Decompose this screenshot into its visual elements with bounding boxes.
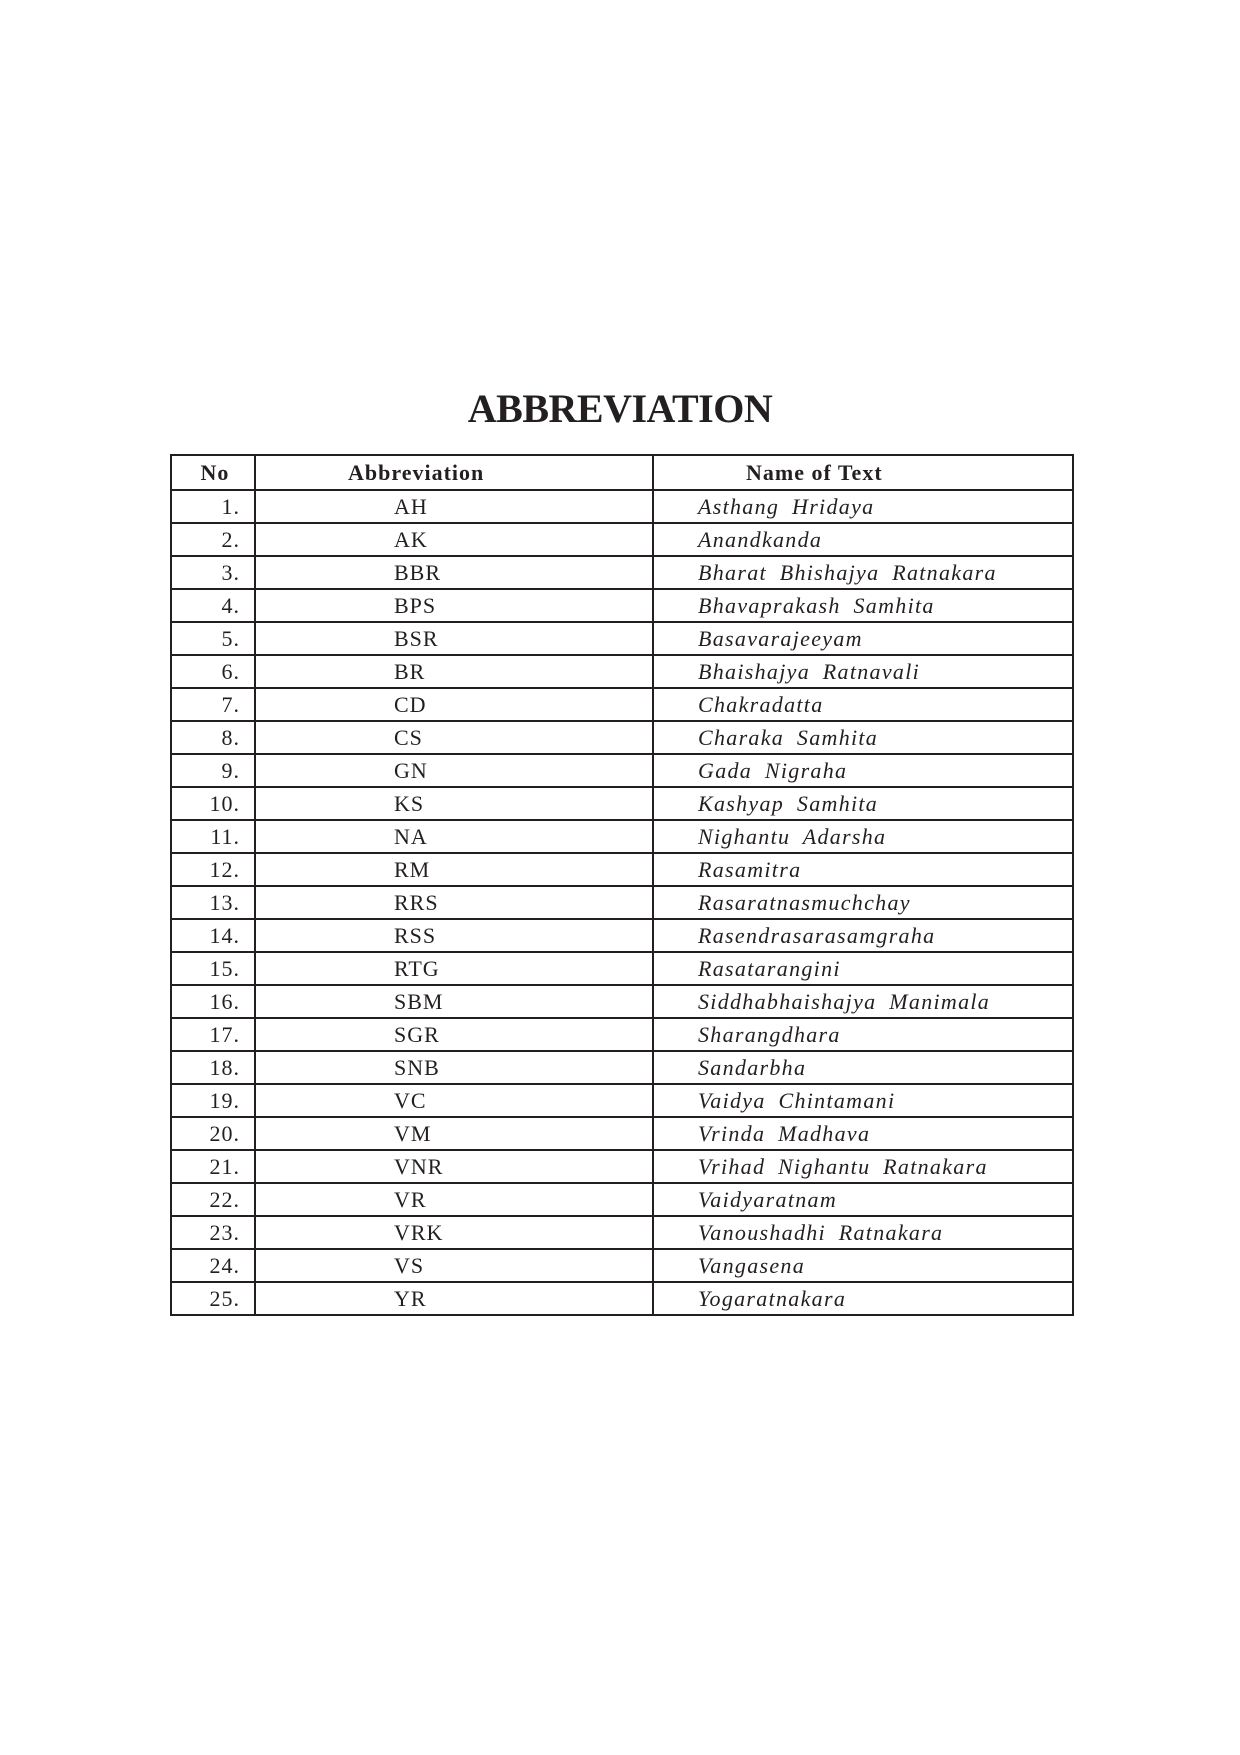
page-title: ABBREVIATION	[467, 386, 773, 431]
row-text-name: Rasendrasarasamgraha	[653, 919, 1073, 952]
row-abbreviation: SGR	[255, 1018, 653, 1051]
row-number: 1.	[171, 490, 255, 523]
row-number: 14.	[171, 919, 255, 952]
table-row	[171, 1051, 1073, 1084]
table-row	[171, 919, 1073, 952]
row-text-name: Vaidya Chintamani	[653, 1084, 1073, 1117]
table-body	[171, 490, 1073, 1315]
table-row	[171, 952, 1073, 985]
table-row	[171, 1150, 1073, 1183]
row-abbreviation: KS	[255, 787, 653, 820]
table-row	[171, 820, 1073, 853]
row-number: 6.	[171, 655, 255, 688]
row-number: 12.	[171, 853, 255, 886]
row-abbreviation: SBM	[255, 985, 653, 1018]
table-row	[171, 1084, 1073, 1117]
row-number: 17.	[171, 1018, 255, 1051]
table-row	[171, 622, 1073, 655]
row-abbreviation: RM	[255, 853, 653, 886]
row-text-name: Yogaratnakara	[653, 1282, 1073, 1315]
table-row	[171, 1282, 1073, 1315]
table-row	[171, 523, 1073, 556]
row-text-name: Vrinda Madhava	[653, 1117, 1073, 1150]
row-number: 3.	[171, 556, 255, 589]
row-abbreviation: BPS	[255, 589, 653, 622]
table-row	[171, 1117, 1073, 1150]
table-row	[171, 886, 1073, 919]
row-text-name: Bhaishajya Ratnavali	[653, 655, 1073, 688]
row-number: 5.	[171, 622, 255, 655]
row-number: 8.	[171, 721, 255, 754]
row-text-name: Anandkanda	[653, 523, 1073, 556]
table-row	[171, 1249, 1073, 1282]
row-text-name: Rasamitra	[653, 853, 1073, 886]
row-number: 10.	[171, 787, 255, 820]
row-text-name: Kashyap Samhita	[653, 787, 1073, 820]
row-abbreviation: VC	[255, 1084, 653, 1117]
row-number: 13.	[171, 886, 255, 919]
table-row	[171, 1216, 1073, 1249]
row-text-name: Siddhabhaishajya Manimala	[653, 985, 1073, 1018]
table-row	[171, 1183, 1073, 1216]
row-number: 16.	[171, 985, 255, 1018]
abbreviation-table	[170, 454, 1074, 1316]
row-text-name: Charaka Samhita	[653, 721, 1073, 754]
row-abbreviation: BSR	[255, 622, 653, 655]
row-text-name: Bhavaprakash Samhita	[653, 589, 1073, 622]
row-abbreviation: RTG	[255, 952, 653, 985]
table-row	[171, 655, 1073, 688]
row-abbreviation: SNB	[255, 1051, 653, 1084]
row-text-name: Asthang Hridaya	[653, 490, 1073, 523]
row-number: 18.	[171, 1051, 255, 1084]
table-row	[171, 688, 1073, 721]
row-number: 15.	[171, 952, 255, 985]
row-number: 20.	[171, 1117, 255, 1150]
row-number: 24.	[171, 1249, 255, 1282]
row-text-name: Sharangdhara	[653, 1018, 1073, 1051]
row-text-name: Sandarbha	[653, 1051, 1073, 1084]
row-text-name: Vrihad Nighantu Ratnakara	[653, 1150, 1073, 1183]
table-row	[171, 1018, 1073, 1051]
row-abbreviation: AK	[255, 523, 653, 556]
table-row	[171, 853, 1073, 886]
row-text-name: Bharat Bhishajya Ratnakara	[653, 556, 1073, 589]
row-number: 23.	[171, 1216, 255, 1249]
header-abbreviation: Abbreviation	[255, 455, 653, 490]
row-abbreviation: NA	[255, 820, 653, 853]
header-no: No	[171, 455, 255, 490]
row-number: 2.	[171, 523, 255, 556]
row-abbreviation: VRK	[255, 1216, 653, 1249]
row-abbreviation: YR	[255, 1282, 653, 1315]
row-text-name: Basavarajeeyam	[653, 622, 1073, 655]
row-abbreviation: RSS	[255, 919, 653, 952]
row-abbreviation: VR	[255, 1183, 653, 1216]
row-text-name: Nighantu Adarsha	[653, 820, 1073, 853]
row-abbreviation: RRS	[255, 886, 653, 919]
row-text-name: Vaidyaratnam	[653, 1183, 1073, 1216]
row-number: 22.	[171, 1183, 255, 1216]
row-number: 4.	[171, 589, 255, 622]
row-abbreviation: BBR	[255, 556, 653, 589]
table-row	[171, 721, 1073, 754]
table-row	[171, 556, 1073, 589]
header-name-of-text: Name of Text	[653, 455, 1073, 490]
row-text-name: Vangasena	[653, 1249, 1073, 1282]
table-row	[171, 490, 1073, 523]
row-text-name: Rasaratnasmuchchay	[653, 886, 1073, 919]
row-number: 9.	[171, 754, 255, 787]
row-number: 25.	[171, 1282, 255, 1315]
row-abbreviation: VS	[255, 1249, 653, 1282]
row-number: 7.	[171, 688, 255, 721]
row-abbreviation: BR	[255, 655, 653, 688]
row-text-name: Chakradatta	[653, 688, 1073, 721]
row-text-name: Rasatarangini	[653, 952, 1073, 985]
row-abbreviation: AH	[255, 490, 653, 523]
table-row	[171, 754, 1073, 787]
row-abbreviation: VNR	[255, 1150, 653, 1183]
row-abbreviation: VM	[255, 1117, 653, 1150]
table-row	[171, 589, 1073, 622]
row-abbreviation: CD	[255, 688, 653, 721]
row-number: 11.	[171, 820, 255, 853]
row-number: 21.	[171, 1150, 255, 1183]
table-row	[171, 787, 1073, 820]
row-text-name: Vanoushadhi Ratnakara	[653, 1216, 1073, 1249]
row-abbreviation: CS	[255, 721, 653, 754]
table-row	[171, 985, 1073, 1018]
table-header-row	[171, 455, 1073, 490]
row-abbreviation: GN	[255, 754, 653, 787]
row-number: 19.	[171, 1084, 255, 1117]
row-text-name: Gada Nigraha	[653, 754, 1073, 787]
